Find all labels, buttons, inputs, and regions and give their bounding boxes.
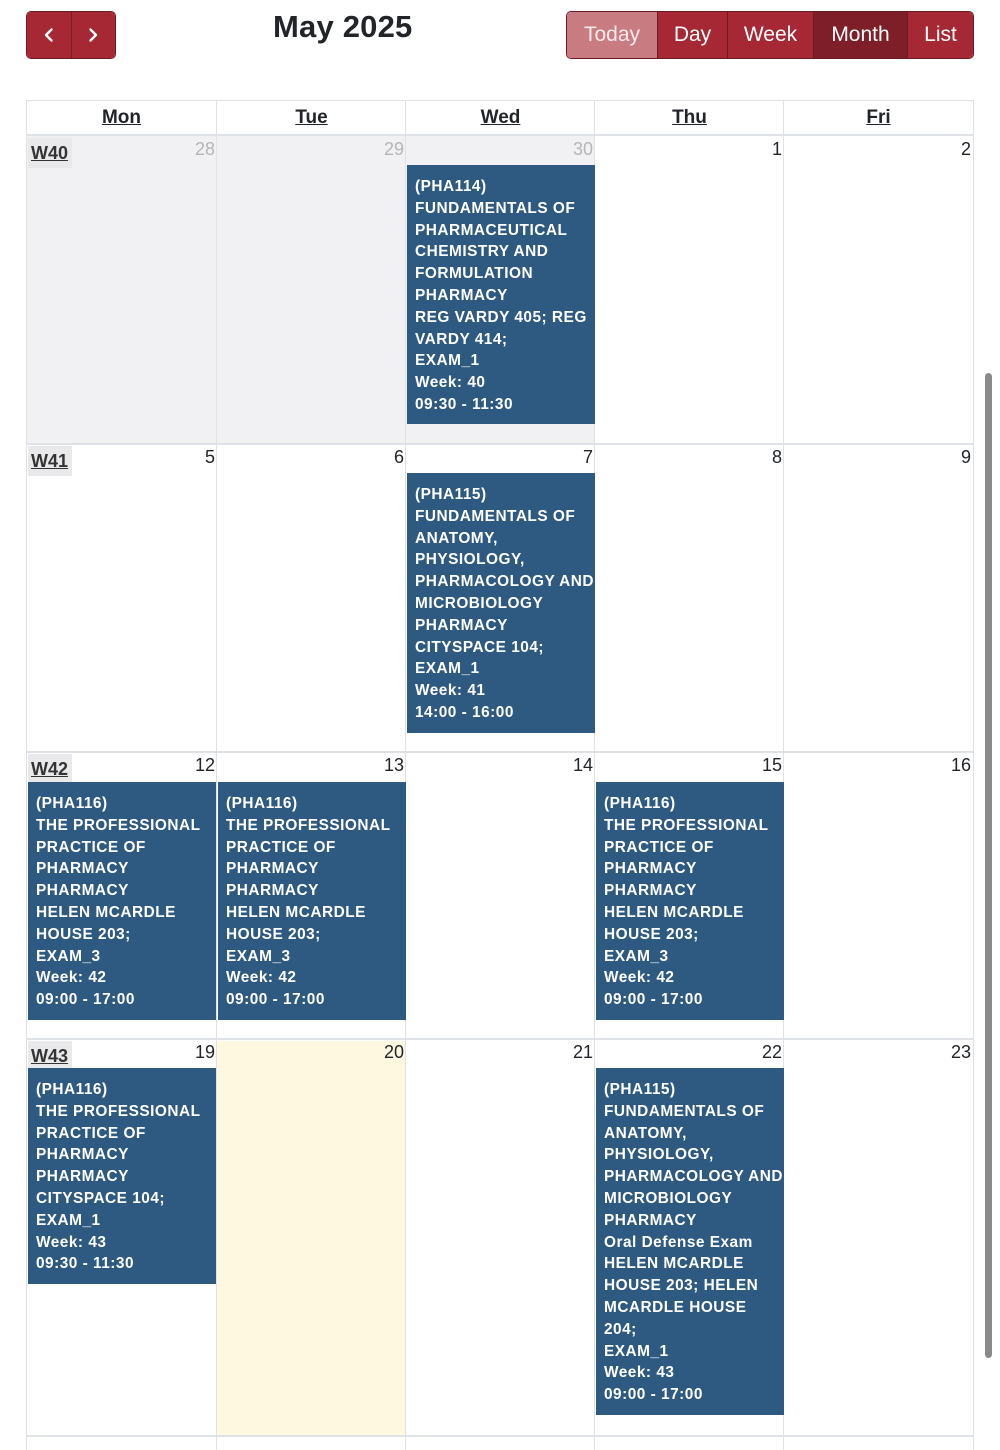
day-number[interactable]: 12 xyxy=(194,755,215,775)
event-line: PRACTICE OF xyxy=(226,838,336,856)
event-line: 09:00 - 17:00 xyxy=(604,1386,703,1404)
event-line: Week: 42 xyxy=(36,969,107,987)
event-line: Oral Defense Exam xyxy=(604,1233,753,1251)
next-button[interactable] xyxy=(71,12,116,58)
event-line: THE PROFESSIONAL xyxy=(36,1102,201,1120)
grid-divider xyxy=(216,101,217,1450)
grid-divider xyxy=(27,443,973,445)
list-view-button[interactable]: List xyxy=(907,12,973,58)
event-line: VARDY 414; xyxy=(415,330,508,348)
event-line: ANATOMY, xyxy=(415,529,498,547)
calendar-event[interactable] xyxy=(596,782,784,1020)
event-line: PRACTICE OF xyxy=(36,1124,146,1142)
event-line: PHARMACOLOGY AND xyxy=(604,1168,784,1186)
event-line: PHARMACY xyxy=(36,1168,129,1186)
event-line: FUNDAMENTALS OF xyxy=(415,199,576,217)
grid-divider xyxy=(405,101,406,1450)
event-line: (PHA114) xyxy=(415,178,487,195)
day-view-button[interactable]: Day xyxy=(657,12,727,58)
event-line: 09:30 - 11:30 xyxy=(36,1255,135,1273)
event-line: (PHA116) xyxy=(226,795,298,812)
week-number[interactable]: W43 xyxy=(28,1041,72,1071)
event-line: CITYSPACE 104; xyxy=(415,638,545,656)
calendar-event[interactable] xyxy=(218,782,406,1020)
event-line: PHARMACY xyxy=(226,882,319,900)
weekday-header-tue[interactable]: Tue xyxy=(295,107,328,128)
day-number[interactable]: 8 xyxy=(771,447,782,467)
week-view-button[interactable]: Week xyxy=(727,12,813,58)
event-line: REG VARDY 405; REG xyxy=(415,308,587,326)
event-line: MICROBIOLOGY xyxy=(415,594,544,612)
event-line: PHYSIOLOGY, xyxy=(415,551,525,569)
grid-divider xyxy=(27,134,973,136)
month-grid xyxy=(26,100,974,1450)
view-button-group xyxy=(566,11,974,59)
chevron-right-icon xyxy=(85,27,101,43)
day-number[interactable]: 14 xyxy=(572,755,593,775)
event-line: MCARDLE HOUSE xyxy=(604,1298,747,1316)
event-line: HOUSE 203; xyxy=(36,925,131,943)
event-line: 14:00 - 16:00 xyxy=(415,703,514,721)
event-line: THE PROFESSIONAL xyxy=(36,816,201,834)
event-line: EXAM_3 xyxy=(36,947,101,965)
weekday-header-fri[interactable]: Fri xyxy=(866,107,891,128)
day-number[interactable]: 16 xyxy=(950,755,971,775)
event-line: FUNDAMENTALS OF xyxy=(415,507,576,525)
event-line: (PHA116) xyxy=(36,1081,108,1098)
today-button[interactable]: Today xyxy=(567,12,657,58)
event-line: THE PROFESSIONAL xyxy=(226,816,391,834)
event-line: THE PROFESSIONAL xyxy=(604,816,769,834)
day-number[interactable]: 21 xyxy=(572,1042,593,1062)
event-line: PRACTICE OF xyxy=(604,838,714,856)
grid-divider xyxy=(27,751,973,753)
event-line: HOUSE 203; xyxy=(604,925,699,943)
day-number[interactable]: 13 xyxy=(383,755,404,775)
event-line: HOUSE 203; xyxy=(226,925,321,943)
event-line: EXAM_3 xyxy=(226,947,291,965)
day-cell-today xyxy=(217,1041,406,1437)
event-line: CITYSPACE 104; xyxy=(36,1189,166,1207)
event-line: Week: 40 xyxy=(415,374,486,392)
weekday-header-thu[interactable]: Thu xyxy=(672,107,707,128)
event-line: Week: 42 xyxy=(604,969,675,987)
event-line: HELEN MCARDLE xyxy=(604,903,744,921)
event-line: PHYSIOLOGY, xyxy=(604,1146,714,1164)
event-line: 204; xyxy=(604,1320,637,1338)
event-line: HELEN MCARDLE xyxy=(604,1255,744,1273)
event-line: HOUSE 203; HELEN xyxy=(604,1277,759,1295)
event-line: 09:00 - 17:00 xyxy=(226,991,325,1009)
event-line: 09:00 - 17:00 xyxy=(36,991,135,1009)
event-line: EXAM_1 xyxy=(604,1342,669,1360)
event-line: PHARMACY xyxy=(36,860,129,878)
event-line: PHARMACY xyxy=(604,860,697,878)
event-line: PHARMACY xyxy=(226,860,319,878)
event-line: EXAM_3 xyxy=(604,947,669,965)
day-number[interactable]: 1 xyxy=(771,139,782,159)
day-number[interactable]: 7 xyxy=(582,447,593,467)
event-line: CHEMISTRY AND xyxy=(415,243,549,261)
day-number[interactable]: 15 xyxy=(761,755,782,775)
week-number[interactable]: W41 xyxy=(28,446,72,476)
chevron-left-icon xyxy=(41,27,57,43)
event-line: (PHA115) xyxy=(415,486,487,503)
event-line: PHARMACEUTICAL xyxy=(415,221,568,239)
month-view-button[interactable]: Month xyxy=(813,12,907,58)
event-line: (PHA115) xyxy=(604,1081,676,1098)
event-line: Week: 42 xyxy=(226,969,297,987)
event-line: EXAM_1 xyxy=(415,352,480,370)
day-number[interactable]: 30 xyxy=(572,139,593,159)
event-line: HELEN MCARDLE xyxy=(36,903,176,921)
event-line: PHARMACOLOGY AND xyxy=(415,573,595,591)
weekday-header-wed[interactable]: Wed xyxy=(480,107,521,128)
day-number[interactable]: 23 xyxy=(950,1042,971,1062)
nav-button-group xyxy=(26,11,116,59)
event-line: EXAM_1 xyxy=(36,1211,101,1229)
event-line: PHARMACY xyxy=(604,882,697,900)
day-cell-other-month xyxy=(217,136,406,443)
day-number[interactable]: 5 xyxy=(204,447,215,467)
day-number[interactable]: 9 xyxy=(960,447,971,467)
event-line: FUNDAMENTALS OF xyxy=(604,1102,765,1120)
event-line: PHARMACY xyxy=(604,1211,697,1229)
day-number[interactable]: 28 xyxy=(194,139,215,159)
event-line: FORMULATION xyxy=(415,265,534,283)
prev-button[interactable] xyxy=(27,12,71,58)
event-line: PHARMACY xyxy=(415,286,508,304)
weekday-header-mon[interactable]: Mon xyxy=(101,107,142,128)
grid-divider xyxy=(27,1435,973,1437)
calendar-event[interactable] xyxy=(28,782,216,1020)
day-number[interactable]: 2 xyxy=(960,139,971,159)
week-number[interactable]: W40 xyxy=(28,138,72,168)
grid-divider xyxy=(27,1038,973,1040)
calendar-event[interactable] xyxy=(596,1068,784,1415)
day-number[interactable]: 29 xyxy=(383,139,404,159)
day-number[interactable]: 19 xyxy=(194,1042,215,1062)
calendar-event[interactable] xyxy=(28,1068,216,1284)
event-line: EXAM_1 xyxy=(415,660,480,678)
day-number[interactable]: 22 xyxy=(761,1042,782,1062)
event-line: PHARMACY xyxy=(36,882,129,900)
event-line: HELEN MCARDLE xyxy=(226,903,366,921)
event-line: 09:00 - 17:00 xyxy=(604,991,703,1009)
week-number[interactable]: W42 xyxy=(28,754,72,784)
event-line: ANATOMY, xyxy=(604,1124,687,1142)
event-line: (PHA116) xyxy=(36,795,108,812)
vertical-scrollbar[interactable] xyxy=(985,373,992,1358)
event-line: Week: 43 xyxy=(36,1233,107,1251)
calendar-event[interactable] xyxy=(407,473,595,733)
event-line: MICROBIOLOGY xyxy=(604,1189,733,1207)
calendar-event[interactable] xyxy=(407,165,595,424)
calendar-title: May 2025 xyxy=(273,9,413,44)
event-line: PRACTICE OF xyxy=(36,838,146,856)
day-number[interactable]: 6 xyxy=(393,447,404,467)
day-number[interactable]: 20 xyxy=(383,1042,404,1062)
event-line: PHARMACY xyxy=(415,616,508,634)
event-line: (PHA116) xyxy=(604,795,676,812)
event-line: 09:30 - 11:30 xyxy=(415,395,514,413)
event-line: PHARMACY xyxy=(36,1146,129,1164)
event-line: Week: 43 xyxy=(604,1364,675,1382)
event-line: Week: 41 xyxy=(415,682,486,700)
day-cell-other-month xyxy=(27,136,216,443)
